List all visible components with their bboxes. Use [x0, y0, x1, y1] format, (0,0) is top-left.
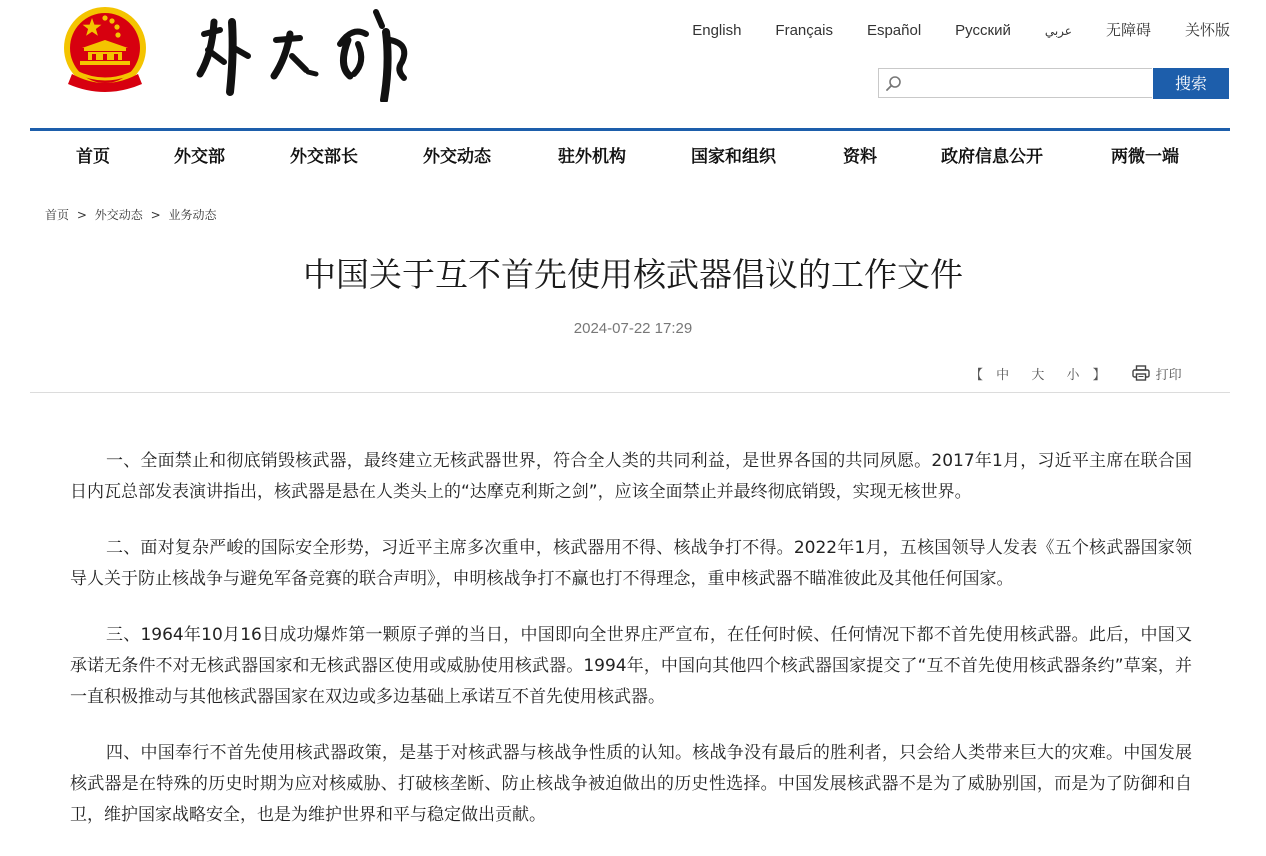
- nav-item-resources[interactable]: 资料: [843, 147, 877, 167]
- article-paragraph: 二、面对复杂严峻的国际安全形势，习近平主席多次重申，核武器用不得、核战争打不得。2022年1月，五核国领导人发表《五个核武器国家领导人关于防止核战争与避免军备竞赛的联合声明》，申明核战争打不赢也打不得理念，重申核武器不瞄准彼此及其他任何国家。: [70, 538, 1192, 589]
- nav-item-government-info[interactable]: 政府信息公开: [941, 147, 1043, 167]
- accessibility-link[interactable]: 无障碍: [1105, 22, 1151, 39]
- article-body: [70, 446, 1192, 856]
- nav-item-home[interactable]: 首页: [76, 147, 110, 167]
- search-box: [878, 68, 1152, 98]
- nav-item-countries-organizations[interactable]: 国家和组织: [691, 147, 776, 167]
- breadcrumb-diplomatic-news[interactable]: 外交动态: [94, 208, 143, 222]
- page-title: 中国关于互不首先使用核武器倡议的工作文件: [303, 255, 963, 294]
- printer-icon: [1132, 365, 1150, 381]
- breadcrumb-home[interactable]: 首页: [45, 208, 70, 222]
- lang-english-link[interactable]: English: [692, 22, 742, 39]
- font-size-bracket-open: 【: [970, 367, 984, 383]
- nav-item-missions-abroad[interactable]: 驻外机构: [558, 147, 626, 167]
- article-paragraph: 三、1964年10月16日成功爆炸第一颗原子弹的当日，中国即向全世界庄严宣布，在任何时候、任何情况下都不首先使用核武器。此后，中国又承诺无条件不对无核武器国家和无核武器区使用或威胁使用核武器。1994年，中国向其他四个核武器国家提交了“互不首先使用核武器条约”草案，并一直积极推动与其他核武器国家在双边或多边基础上承诺互不首先使用核武器。: [70, 625, 1192, 707]
- elderly-mode-link[interactable]: 关怀版: [1184, 22, 1230, 39]
- font-size-small-button[interactable]: 小: [1066, 367, 1080, 383]
- national-emblem-icon[interactable]: [62, 4, 148, 96]
- article-paragraph: 四、中国奉行不首先使用核武器政策，是基于对核武器与核战争性质的认知。核战争没有最后的胜利者，只会给人类带来巨大的灾难。中国发展核武器是在特殊的历史时期为应对核威胁、打破核垄断、防止核战争被迫做出的历史性选择。中国发展核武器不是为了威胁别国，而是为了防御和自卫，维护国家战略安全，也是为维护世界和平与稳定做出贡献。: [70, 743, 1192, 825]
- language-bar: [658, 20, 1230, 42]
- article-paragraph: 一、全面禁止和彻底销毁核武器，最终建立无核武器世界，符合全人类的共同利益，是世界各国的共同夙愿。2017年1月，习近平主席在联合国日内瓦总部发表演讲指出，核武器是悬在人类头上的“达摩克利斯之剑”，应该全面禁止并最终彻底销毁，实现无核世界。: [70, 451, 1192, 502]
- lang-arabic-link[interactable]: عربي: [1044, 24, 1072, 38]
- breadcrumb-separator: >: [76, 208, 87, 222]
- breadcrumb-separator: >: [150, 208, 161, 222]
- lang-spanish-link[interactable]: Español: [866, 22, 922, 39]
- ministry-calligraphy-logo[interactable]: [190, 4, 420, 102]
- search-icon: [885, 75, 903, 93]
- article-tools: [970, 362, 1182, 384]
- font-size-bracket-close: 】: [1092, 367, 1106, 383]
- breadcrumb: [45, 206, 216, 224]
- print-label: 打印: [1155, 367, 1182, 383]
- lang-french-link[interactable]: Français: [775, 22, 833, 39]
- print-button[interactable]: [1132, 364, 1182, 383]
- breadcrumb-business-news[interactable]: 业务动态: [168, 208, 217, 222]
- nav-item-minister[interactable]: 外交部长: [290, 147, 358, 167]
- nav-item-diplomatic-news[interactable]: 外交动态: [423, 147, 491, 167]
- publish-timestamp: 2024-07-22 17:29: [573, 320, 693, 337]
- search-input[interactable]: [907, 69, 1147, 97]
- lang-russian-link[interactable]: Русский: [955, 22, 1011, 39]
- nav-item-ministry[interactable]: 外交部: [174, 147, 225, 167]
- nav-item-weibo-wechat-app[interactable]: 两微一端: [1111, 147, 1179, 167]
- font-size-medium-button[interactable]: 中: [996, 367, 1010, 383]
- search-button[interactable]: 搜索: [1153, 68, 1229, 99]
- main-nav: [30, 131, 1230, 183]
- article-divider: [30, 392, 1230, 393]
- font-size-large-button[interactable]: 大: [1031, 367, 1045, 383]
- font-size-control: [970, 364, 1106, 383]
